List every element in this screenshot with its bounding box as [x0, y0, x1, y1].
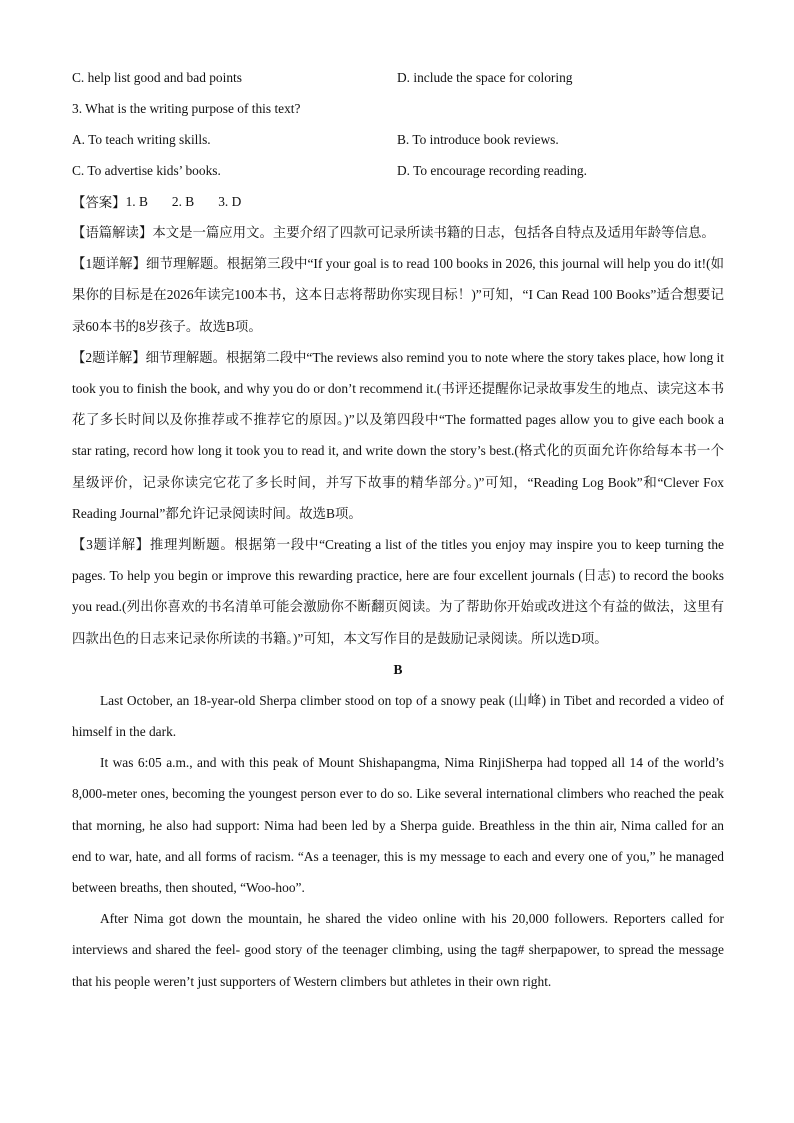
q3-option-d: D. To encourage recording reading.: [397, 162, 587, 178]
passage-paragraph-1: Last October, an 18-year-old Sherpa climber stood on top of a snowy peak (山峰) in Tibet and recorded a video of himself in the dark.: [72, 692, 724, 740]
q3-explanation: 【3题详解】推理判断题。根据第一段中“Creating a list of the titles you enjoy may inspire you to keep turning the pages. To help you begin or improve this rewarding practice, here are four excellent journals (日志) to record the books you read.(列出你喜欢的书名清单可能会激励你不断翻页阅读。为了帮助你开始或改进这个有益的做法，这里有四款出色的日志来记录你所读的书籍。)”可知，本文写作目的是鼓励记录阅读。所以选D项。: [72, 537, 724, 646]
q3-options-row-2: [72, 155, 724, 186]
q3-option-b: B. To introduce book reviews.: [397, 131, 559, 147]
answer-label: 【答案】: [72, 195, 126, 210]
answer-line: [72, 186, 724, 217]
option-d: D. include the space for coloring: [397, 69, 573, 85]
q2-explanation: 【2题详解】细节理解题。根据第二段中“The reviews also remind you to note where the story takes place, how long it took you to finish the book, and why you do or don’t recommend it.(书评还提醒你记录故事发生的地点、读完这本书花了多长时间以及你推荐或不推荐它的原因。)”以及第四段中“The formatted pages allow you to give each book a star rating, record how long it took you to read it, and write down the story’s best.(格式化的页面允许你给每本书一个星级评价，记录你读完它花了多长时间，并写下故事的精华部分。)”可知，“Reading Log Book”和“Clever Fox Reading Journal”都允许记录阅读时间。故选B项。: [72, 349, 724, 521]
question-3: 3. What is the writing purpose of this text?: [72, 100, 301, 116]
reading-analysis: 【语篇解读】本文是一篇应用文。主要介绍了四款可记录所读书籍的日志，包括各自特点及适用年龄等信息。: [72, 225, 715, 240]
q3-options-row-1: [72, 124, 724, 155]
q2-options-row: [72, 62, 724, 93]
section-b-heading: B: [393, 661, 403, 677]
page-content: [72, 62, 724, 997]
passage-paragraph-3: After Nima got down the mountain, he shared the video online with his 20,000 followers. Reporters called for interviews and shared the feel- good story of the teenager climbing, using the tag# sherpapower, to spread the message that his people weren’t just supporters of Western climbers but athletes in their own right.: [72, 911, 724, 989]
q1-explanation: 【1题详解】细节理解题。根据第三段中“If your goal is to read 100 books in 2026, this journal will help you do it!(如果你的目标是在2026年读完100本书，这本日志将帮助你实现目标！)”可知，“I Can Read 100 Books”适合想要记录60本书的8岁孩子。故选B项。: [72, 256, 724, 334]
q3-option-a: A. To teach writing skills.: [72, 131, 211, 147]
q3-option-c: C. To advertise kids’ books.: [72, 162, 221, 178]
answer-item-3: 3. D: [218, 193, 242, 209]
answer-item-1: 1. B: [125, 193, 148, 209]
passage-paragraph-2: It was 6:05 a.m., and with this peak of Mount Shishapangma, Nima RinjiSherpa had topped all 14 of the world’s 8,000-meter ones, becoming the youngest person ever to do so. Like several international climbers who reached the peak that morning, he also had support: Nima had been led by a Sherpa guide. Breathless in the thin air, Nima called for an end to war, hate, and all forms of racism. “As a teenager, this is my message to each and every one of you,” he managed between breaths, then shouted, “Woo-hoo”.: [72, 755, 724, 896]
answer-item-2: 2. B: [171, 193, 195, 209]
option-c: C. help list good and bad points: [72, 69, 242, 85]
